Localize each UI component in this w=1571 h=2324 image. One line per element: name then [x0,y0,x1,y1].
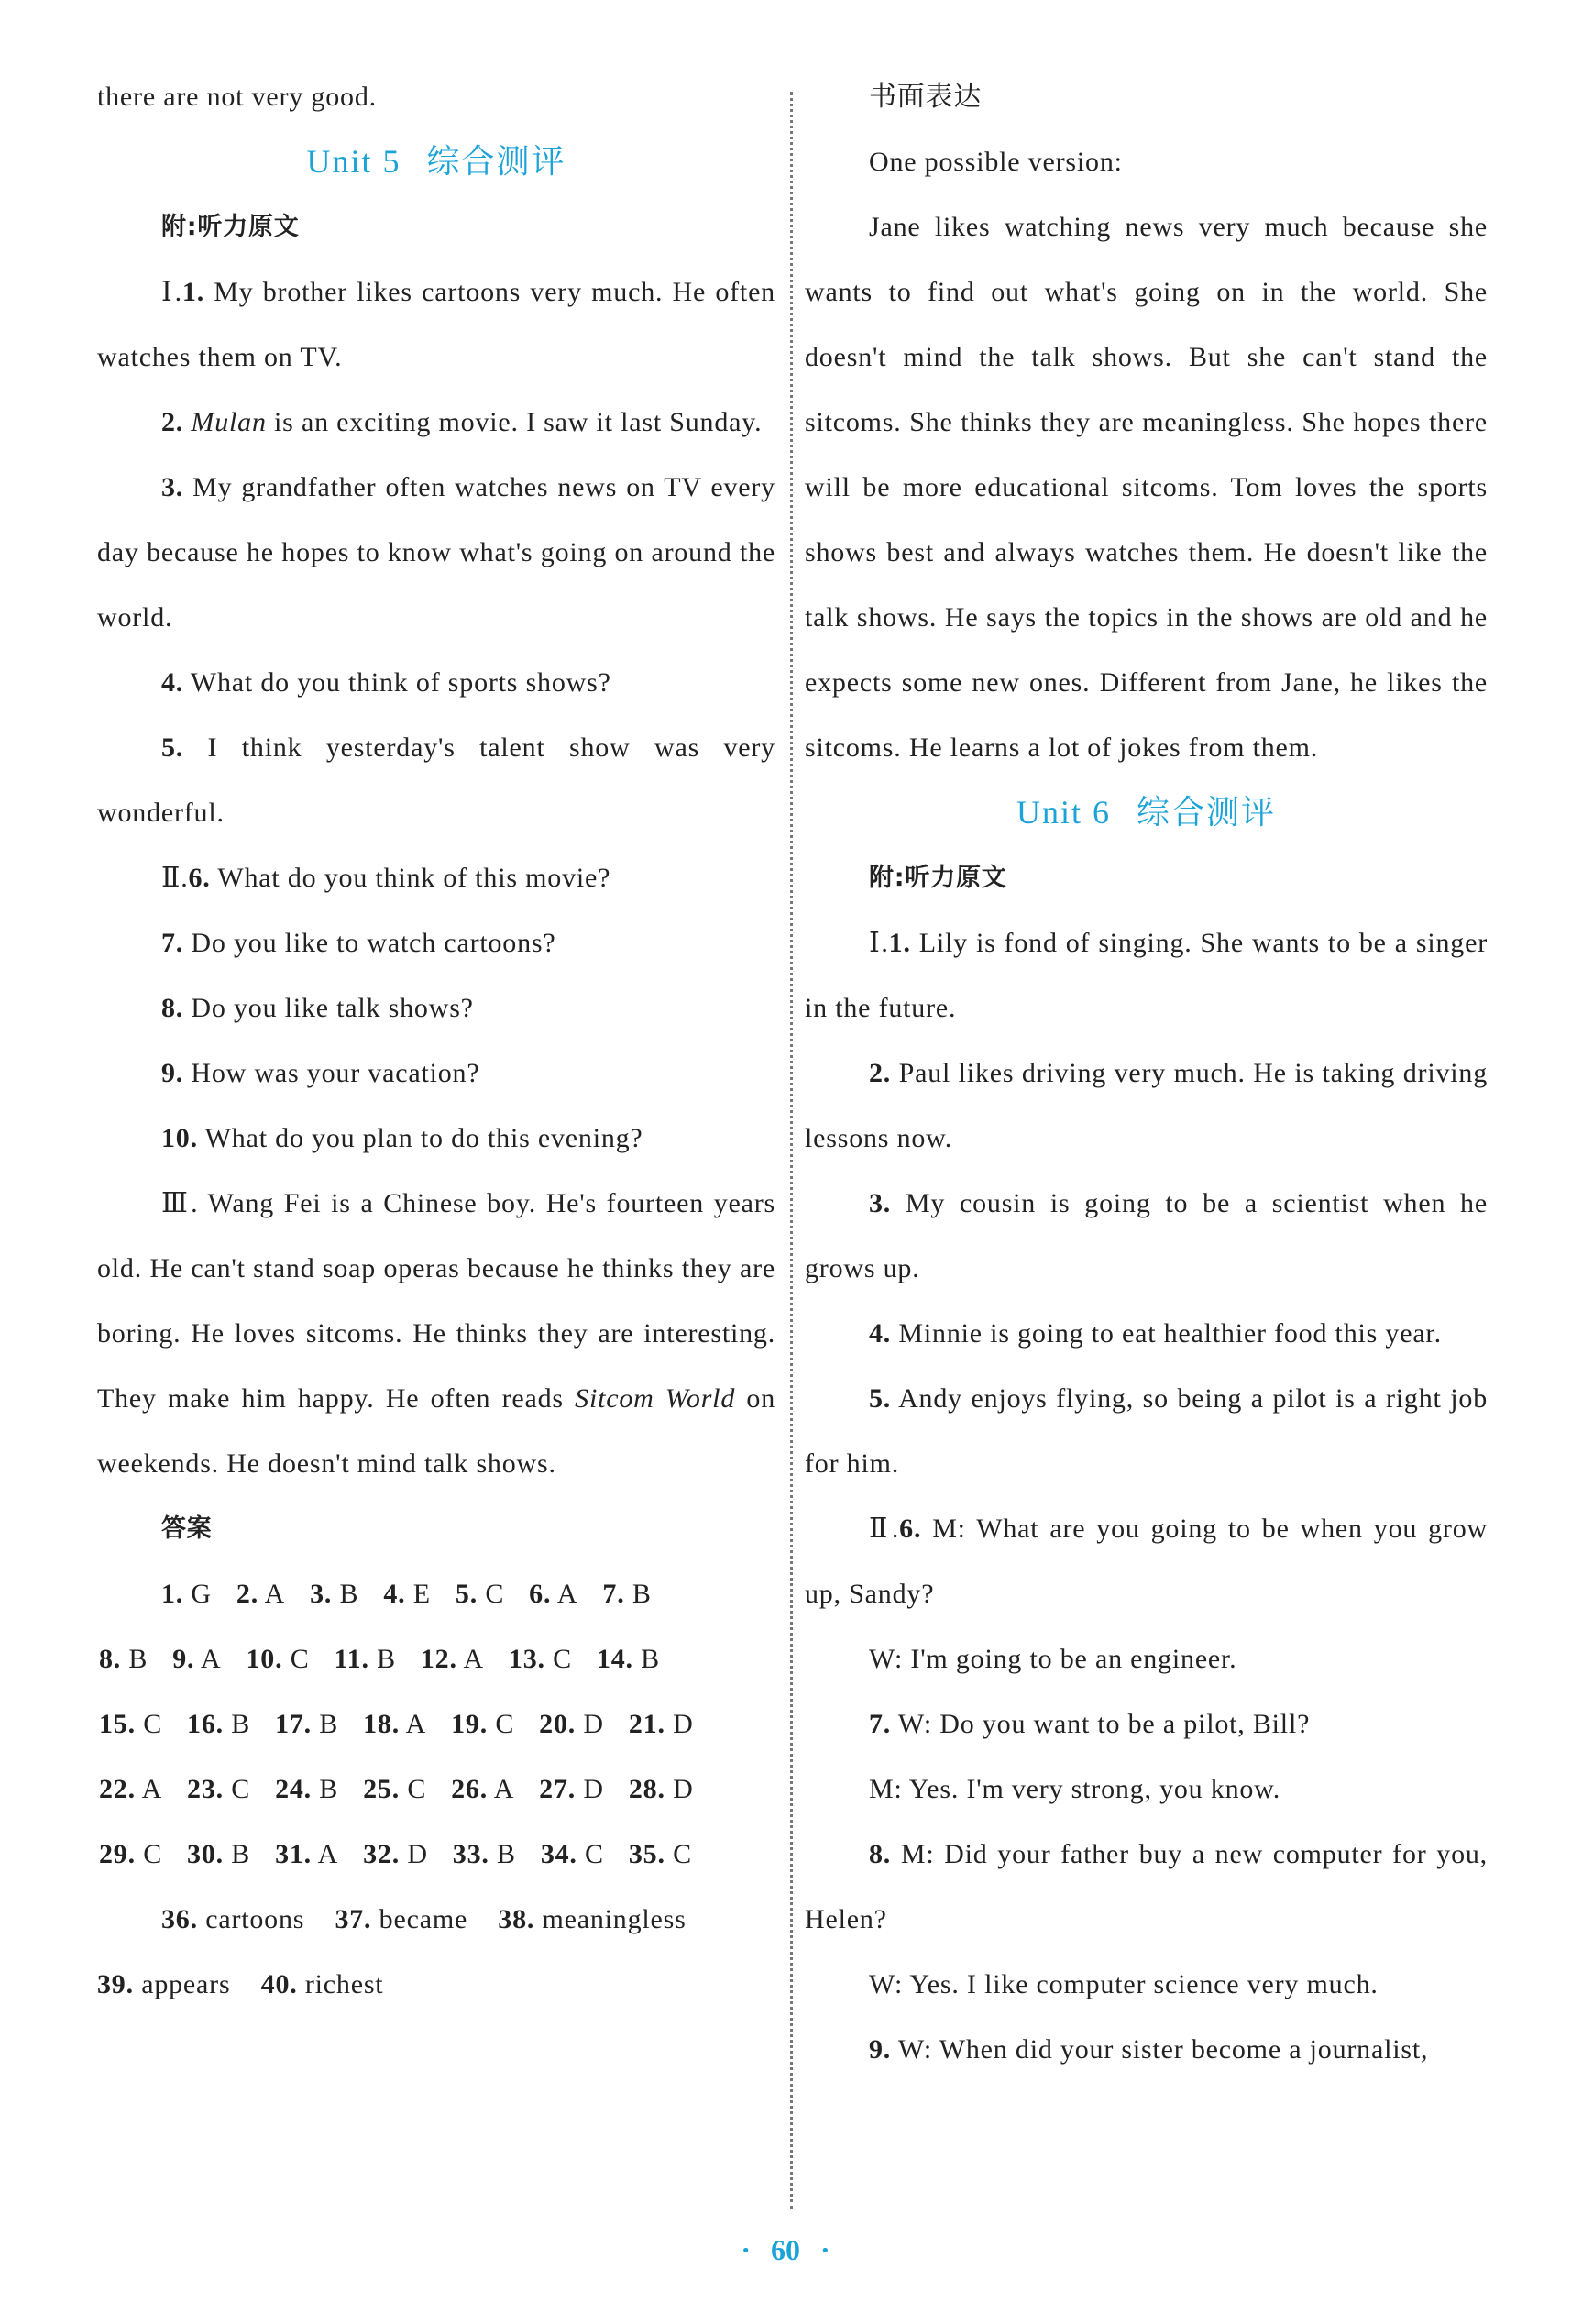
answer-text: cartoons [205,1904,305,1934]
answer-number: 15. [99,1709,136,1739]
answer-text: became [379,1904,468,1934]
answer-letter: C [485,1579,505,1609]
listening-script-label: 附:听力原文 [161,213,300,241]
left-column [97,64,775,2017]
page-dot-right: · [820,2233,830,2266]
answer-item [451,1691,514,1757]
answer-letter: A [264,1579,286,1609]
answer-row [97,1691,775,1757]
listening-item [97,1041,775,1106]
answer-letter: B [641,1644,660,1674]
answer-letter: C [143,1839,163,1869]
answer-number: 9. [172,1644,195,1674]
answer-number: 10. [246,1644,283,1674]
item-number: 2. [869,1058,892,1088]
answer-letter: C [553,1644,572,1674]
answer-item [99,1626,148,1691]
carry-over-line: there are not very good. [97,82,377,112]
answer-letter: D [407,1839,428,1869]
item-number: 8. [869,1839,892,1869]
answer-item [509,1626,572,1691]
answer-number: 21. [628,1709,665,1739]
answer-number: 11. [334,1644,369,1674]
listening-item [97,1106,775,1171]
item-text: Minnie is going to eat healthier food this year. [898,1318,1442,1349]
answer-item [99,1691,162,1757]
answer-item [363,1822,428,1887]
answer-row [97,1561,775,1626]
item-number: 6. [899,1514,922,1544]
item-text: What do you plan to do this evening? [204,1123,643,1153]
answer-letter: C [673,1839,692,1869]
answer-item [310,1561,358,1626]
answer-letter: B [231,1709,251,1739]
answer-number: 34. [540,1839,577,1869]
answer-number: 14. [596,1644,633,1674]
item-text: Paul likes driving very much. He is taking driving lessons now. [805,1058,1488,1153]
answer-row [97,1757,775,1822]
answer-item [629,1757,694,1822]
unit6-title: 综合测评 [1137,794,1277,831]
item-number: 1. [888,928,911,958]
item-number: 8. [161,993,184,1023]
answer-number: 32. [363,1839,400,1869]
unit6-number: Unit 6 [1016,794,1111,831]
answer-number: 39. [97,1969,134,1999]
item-number: 1. [181,277,204,307]
answer-number: 35. [628,1839,665,1869]
page-number-value: 60 [771,2233,800,2266]
answer-letter: B [128,1644,148,1674]
item-number: 9. [161,1058,184,1088]
right-column [805,64,1488,2082]
answer-item [453,1822,516,1887]
answer-letter: A [141,1774,163,1804]
answer-letter: D [583,1709,604,1739]
answer-number: 36. [161,1904,198,1934]
magazine-title: Sitcom World [575,1383,736,1414]
passage-text: Wang Fei is a Chinese boy. He's fourteen years old. He can't stand soap operas because he thinks they are boring. He loves sitcoms. He thinks they are interesting. They make him happy. He often reads [97,1188,776,1414]
passage-text: on weekends. He doesn't mind talk shows. [97,1383,775,1479]
answer-grid [97,1561,775,1887]
version-label: One possible version: [869,147,1123,177]
section-mark: Ⅰ. [161,277,182,307]
answer-letter: E [412,1579,431,1609]
answer-item [383,1561,431,1626]
dialogue-line: W: Yes. I like computer science very much. [869,1969,1379,1999]
answer-number: 1. [161,1579,184,1609]
answer-item [629,1822,692,1887]
page-dot-left: · [741,2233,751,2266]
item-number: 10. [161,1123,198,1153]
answer-item [99,1757,162,1822]
item-text: Do you like to watch cartoons? [191,928,556,958]
listening-item [805,910,1488,1041]
item-text: My cousin is going to be a scientist when he grows up. [805,1188,1488,1283]
column-divider [790,92,793,2209]
answer-letter: A [405,1709,427,1739]
item-text: M: What are you going to be when you grow up, Sandy? [805,1514,1488,1609]
listening-item [805,1301,1488,1366]
unit5-number: Unit 5 [306,143,401,180]
answer-item [456,1561,504,1626]
answer-letter: C [231,1774,251,1804]
unit5-heading [97,129,775,194]
answer-letter: B [632,1579,652,1609]
answer-line [97,1887,775,1952]
item-text: I think yesterday's talent show was very wonderful. [97,732,775,828]
answer-number: 6. [529,1579,552,1609]
answer-letter: D [673,1774,694,1804]
unit6-heading [805,780,1488,845]
item-text: is an exciting movie. I saw it last Sunday. [266,407,763,437]
answer-item [363,1691,426,1757]
answer-letter: C [495,1709,515,1739]
item-text: M: Did your father buy a new computer for you, Helen? [805,1839,1488,1934]
item-text: What do you think of this movie? [217,863,611,893]
item-text: W: When did your sister become a journalist, [897,2034,1429,2065]
answer-number: 31. [275,1839,312,1869]
answer-item [421,1626,484,1691]
answer-row [97,1626,775,1691]
item-number: 5. [161,732,184,763]
item-text: My brother likes cartoons very much. He often watches them on TV. [97,277,775,372]
item-number: 9. [869,2034,892,2065]
answer-letter: C [143,1709,163,1739]
listening-item [805,1041,1488,1171]
answer-number: 3. [310,1579,333,1609]
answer-number: 25. [363,1774,400,1804]
item-number: 7. [869,1709,892,1739]
answer-letter: C [585,1839,604,1869]
section-mark: Ⅱ. [869,1514,900,1544]
listening-item [97,650,775,715]
page-number [0,2233,1571,2267]
answer-number: 17. [275,1709,312,1739]
section-mark: Ⅱ. [161,863,189,893]
answer-number: 18. [363,1709,400,1739]
answer-letter: B [377,1644,396,1674]
answer-number: 23. [187,1774,224,1804]
answer-letter: A [556,1579,578,1609]
answer-number: 22. [99,1774,136,1804]
answer-number: 30. [187,1839,224,1869]
item-text: My grandfather often watches news on TV every day because he hopes to know what's going on around the world. [97,472,775,633]
answer-letter: C [407,1774,427,1804]
item-number: 4. [161,667,184,698]
answer-item [335,1626,396,1691]
item-text: Lily is fond of singing. She wants to be a singer in the future. [805,928,1488,1023]
answer-number: 12. [420,1644,457,1674]
answer-text: appears [141,1969,231,1999]
answer-row [97,1822,775,1887]
item-number: 5. [869,1383,892,1414]
answer-line [97,1952,775,2017]
listening-item [97,845,775,910]
answer-number: 19. [451,1709,489,1739]
listening-passage [97,1171,775,1496]
item-text: W: Do you want to be a pilot, Bill? [897,1709,1311,1739]
listening-script-label: 附:听力原文 [869,864,1007,892]
answer-number: 5. [455,1579,478,1609]
answer-letter: B [319,1709,339,1739]
answer-text: meaningless [542,1904,687,1934]
answer-number: 29. [99,1839,136,1869]
sample-essay: Jane likes watching news very much because she wants to find out what's going on in the world. She doesn't mind the talk shows. But she can't stand the sitcoms. She thinks they are meaningless. She hopes there will be more educational sitcoms. Tom loves the sports shows best and always watches them. He doesn't like the talk shows. He says the topics in the shows are old and he expects some new ones. Different from Jane, he likes the sitcoms. He learns a lot of jokes from them. [805,212,1488,763]
answer-letter: A [493,1774,515,1804]
item-text: Andy enjoys flying, so being a pilot is a right job for him. [805,1383,1488,1479]
answer-item [172,1626,221,1691]
answer-item [602,1561,651,1626]
item-number: 2. [161,407,184,437]
item-number: 3. [869,1188,892,1218]
listening-item [97,259,775,390]
item-number: 3. [161,472,184,502]
answer-number: 37. [335,1904,372,1934]
answer-item [539,1757,604,1822]
answer-letter: B [231,1839,251,1869]
answer-item [529,1561,577,1626]
listening-item [97,910,775,975]
answer-item [275,1691,338,1757]
answer-letter: A [317,1839,339,1869]
item-number: 6. [188,863,211,893]
listening-item [97,455,775,650]
answer-item [275,1757,338,1822]
unit5-title: 综合测评 [426,143,566,180]
answer-number: 40. [260,1969,298,1999]
item-text: How was your vacation? [191,1058,480,1088]
listening-item [97,715,775,845]
answer-number: 38. [498,1904,535,1934]
dialogue-line: M: Yes. I'm very strong, you know. [869,1774,1281,1804]
listening-item [805,1822,1488,1952]
item-text: Do you like talk shows? [191,993,474,1023]
answer-item [236,1561,285,1626]
answer-item [187,1757,250,1822]
answer-letter: B [339,1579,359,1609]
listening-item [805,2017,1488,2082]
answer-letter: G [191,1579,212,1609]
listening-item [805,1171,1488,1301]
answers-label: 答案 [161,1514,213,1543]
writing-label: 书面表达 [869,82,983,112]
answer-number: 4. [383,1579,406,1609]
listening-item [805,1691,1488,1757]
answer-letter: D [673,1709,694,1739]
answer-letter: B [497,1839,516,1869]
answer-number: 20. [539,1709,577,1739]
answer-letter: C [290,1644,310,1674]
answer-number: 28. [628,1774,665,1804]
answer-item [187,1691,250,1757]
answer-number: 33. [452,1839,489,1869]
answer-item [161,1561,212,1626]
listening-item [805,1496,1488,1626]
item-italic-title: Mulan [191,407,267,437]
answer-number: 16. [187,1709,224,1739]
answer-item [539,1691,604,1757]
answer-number: 2. [236,1579,258,1609]
answer-number: 7. [602,1579,625,1609]
answer-number: 8. [99,1644,122,1674]
dialogue-line: W: I'm going to be an engineer. [869,1644,1237,1674]
answer-item [597,1626,660,1691]
answer-item [187,1822,250,1887]
answer-letter: D [583,1774,604,1804]
listening-item [97,975,775,1041]
listening-item [805,1366,1488,1496]
item-number: 4. [869,1318,892,1349]
item-number: 7. [161,928,184,958]
answer-item [629,1691,694,1757]
answer-number: 27. [539,1774,577,1804]
answer-item [275,1822,338,1887]
answer-item [246,1626,309,1691]
answer-item [541,1822,604,1887]
answer-letter: B [319,1774,339,1804]
answer-item [451,1757,514,1822]
answer-text: richest [304,1969,384,1999]
answer-number: 24. [275,1774,312,1804]
answer-item [99,1822,162,1887]
answer-letter: A [201,1644,222,1674]
section-mark: Ⅲ. [161,1188,199,1218]
answer-number: 26. [451,1774,489,1804]
listening-item [97,390,775,455]
answer-item [363,1757,426,1822]
answer-number: 13. [508,1644,545,1674]
answer-letter: A [463,1644,484,1674]
section-mark: Ⅰ. [869,928,889,958]
item-text: What do you think of sports shows? [190,667,611,698]
